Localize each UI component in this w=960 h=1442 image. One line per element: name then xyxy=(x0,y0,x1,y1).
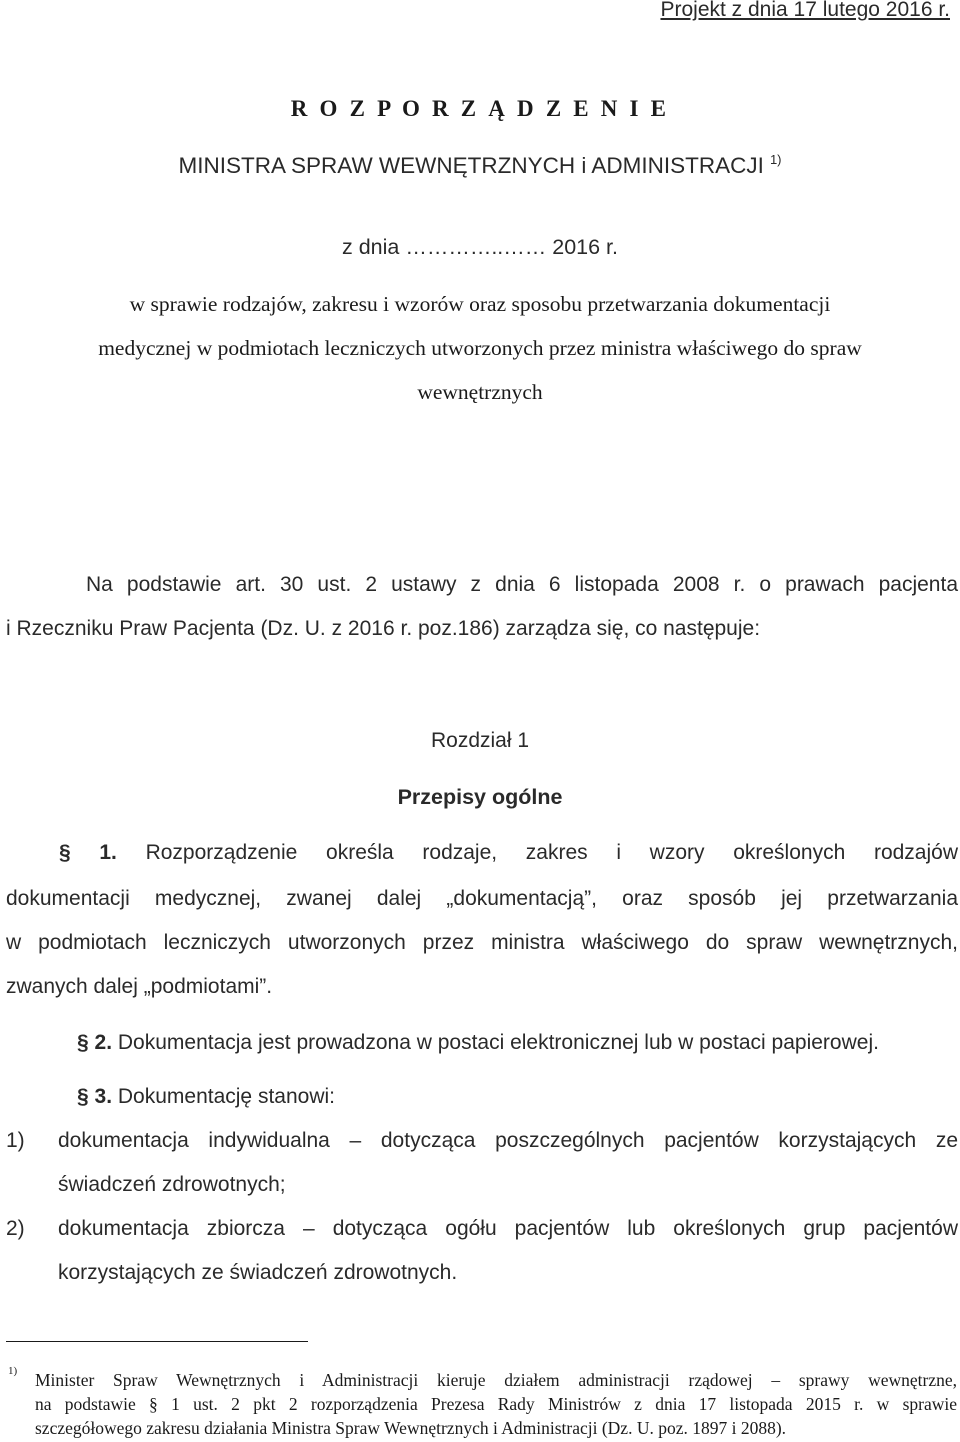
chapter-label: Rozdział 1 xyxy=(430,729,530,752)
preamble-line: Na podstawie art. 30 ust. 2 ustawy z dnia 6 listopada 2008 r. o prawach pacjenta xyxy=(86,573,958,596)
preamble-line: i Rzeczniku Praw Pacjenta (Dz. U. z 2016 r. poz.186) zarządza się, co następuje: xyxy=(6,617,761,640)
paragraph-2 xyxy=(77,1031,960,1055)
paragraph-1-line: dokumentacji medycznej, zwanej dalej „dokumentacją”, oraz sposób jej przetwarzania xyxy=(6,887,958,910)
paragraph-1-line: zwanych dalej „podmiotami”. xyxy=(6,975,273,998)
paragraph-number: § 2. xyxy=(77,1031,113,1054)
paragraph-text: Dokumentacja jest prowadzona w postaci elektronicznej lub w postaci papierowej. xyxy=(117,1031,879,1054)
list-item xyxy=(6,1129,958,1153)
footnote-line: na podstawie § 1 ust. 2 pkt 2 rozporządzenia Prezesa Rady Ministrów z dnia 17 listopada 2015 r. w sprawie xyxy=(35,1394,957,1414)
paragraph-3 xyxy=(77,1085,960,1109)
footnote-divider xyxy=(6,1341,308,1342)
footnote-marker: 1) xyxy=(8,1365,18,1377)
footnote-line: szczegółowego zakresu działania Ministra Spraw Wewnętrznych i Administracji (Dz. U. poz. 1897 i 2088). xyxy=(35,1418,787,1438)
list-item-continuation: korzystających ze świadczeń zdrowotnych. xyxy=(58,1261,458,1284)
document-type: R O Z P O R Z Ą D Z E N I E xyxy=(290,96,670,121)
paragraph-number: § 1. xyxy=(59,841,117,864)
list-item-text: dokumentacja zbiorcza – dotycząca ogółu pacjentów lub określonych grup pacjentów xyxy=(58,1217,958,1240)
subject-line: wewnętrznych xyxy=(417,380,543,404)
paragraph-1-line: w podmiotach leczniczych utworzonych przez ministra właściwego do spraw wewnętrznych, xyxy=(6,931,958,954)
paragraph-text: Rozporządzenie określa rodzaje, zakres i wzory określonych rodzajów xyxy=(145,841,958,864)
issuer-text: MINISTRA SPRAW WEWNĘTRZNYCH i ADMINISTRACJI xyxy=(178,153,764,178)
date-line: z dnia …………..…… 2016 r. xyxy=(341,235,618,259)
paragraph-number: § 3. xyxy=(77,1085,113,1108)
footnote-line: Minister Spraw Wewnętrznych i Administracji kieruje działem administracji rządowej – sprawy wewnętrzne, xyxy=(35,1370,957,1390)
paragraph-text: Dokumentację stanowi: xyxy=(117,1085,335,1108)
paragraph-1-line xyxy=(59,841,958,865)
issuer xyxy=(0,152,960,179)
subject-line: w sprawie rodzajów, zakresu i wzorów oraz sposobu przetwarzania dokumentacji xyxy=(129,292,831,316)
list-item xyxy=(6,1217,958,1241)
list-item-continuation: świadczeń zdrowotnych; xyxy=(58,1173,286,1196)
subject-line: medycznej w podmiotach leczniczych utworzonych przez ministra właściwego do spraw xyxy=(98,336,862,360)
issuer-footnote-ref: 1) xyxy=(769,152,782,167)
header-note: Projekt z dnia 17 lutego 2016 r. xyxy=(660,0,950,21)
list-item-marker: 2) xyxy=(6,1217,25,1240)
list-item-marker: 1) xyxy=(6,1129,25,1152)
chapter-title: Przepisy ogólne xyxy=(397,785,563,809)
list-item-text: dokumentacja indywidualna – dotycząca poszczególnych pacjentów korzystających ze xyxy=(58,1129,958,1152)
